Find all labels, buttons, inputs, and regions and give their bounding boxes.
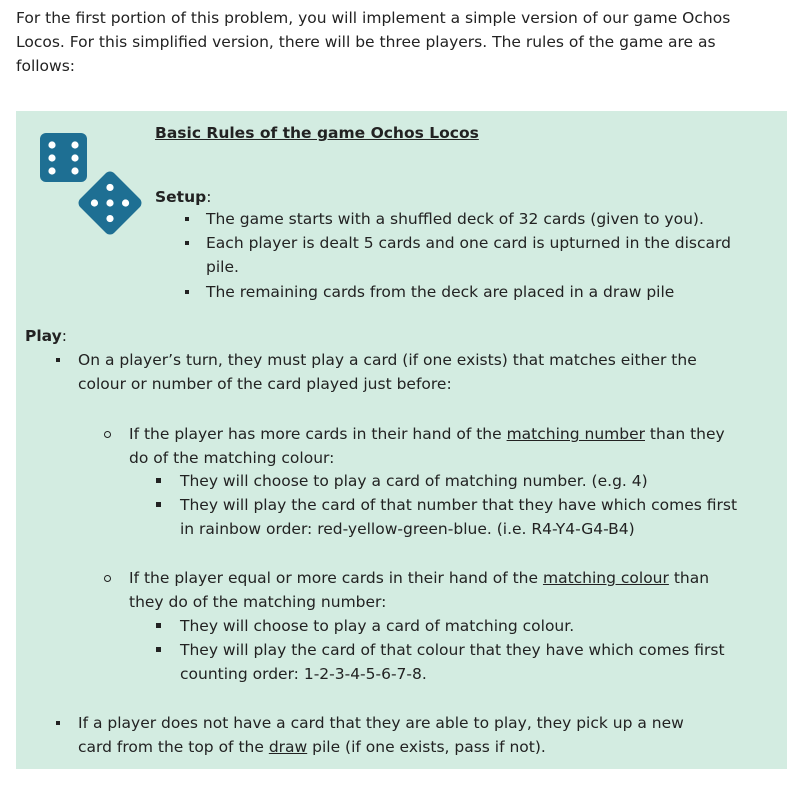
rules-title: Basic Rules of the game Ochos Locos — [155, 124, 479, 142]
case2-subitem-continuation: counting order: 1-2-3-4-5-6-7-8. — [180, 665, 427, 683]
intro-paragraph — [16, 6, 786, 78]
play-item-text: card from the top of the — [78, 738, 269, 756]
setup-heading: Setup: — [155, 188, 212, 206]
play-item: If a player does not have a card that they are able to play, they pick up a new — [78, 714, 684, 732]
setup-item: Each player is dealt 5 cards and one card is upturned in the discard — [206, 234, 731, 252]
intro-line: For the first portion of this problem, you will implement a simple version of our game Ochos — [16, 9, 731, 27]
play-item-text: pile (if one exists, pass if not). — [307, 738, 546, 756]
case2-text: If the player equal or more cards in their hand of the — [129, 569, 543, 587]
intro-line: Locos. For this simplified version, there will be three players. The rules of the game are as — [16, 33, 716, 51]
matching-colour-text: matching colour — [542, 569, 669, 587]
bullet-icon — [56, 358, 60, 362]
setup-item: The remaining cards from the deck are placed in a draw pile — [206, 283, 675, 301]
bullet-icon — [185, 241, 189, 245]
case1-subitem-continuation: in rainbow order: red-yellow-green-blue. (i.e. R4-Y4-G4-B4) — [180, 520, 635, 538]
play-heading: Play: — [25, 327, 67, 345]
setup-item: The game starts with a shuffled deck of 32 cards (given to you). — [206, 210, 704, 228]
circle-bullet-icon — [104, 575, 111, 582]
play-item: On a player’s turn, they must play a card (if one exists) that matches either the — [78, 351, 697, 369]
bullet-icon — [56, 721, 60, 725]
bullet-icon — [156, 623, 161, 628]
play-label: Play — [25, 327, 62, 345]
bullet-icon — [185, 217, 189, 221]
case2-line: they do of the matching number: — [129, 593, 387, 611]
case2-text: than — [668, 569, 710, 587]
bullet-icon — [156, 478, 161, 483]
dice-icon — [38, 131, 150, 241]
case2-subitem: They will play the card of that colour that they have which comes first — [180, 641, 725, 659]
draw-text: draw — [268, 738, 308, 756]
case1-text: than they — [645, 425, 725, 443]
case1-subitem: They will play the card of that number that they have which comes first — [180, 496, 738, 514]
play-item-continuation — [78, 735, 546, 759]
bullet-icon — [156, 502, 161, 507]
circle-bullet-icon — [104, 431, 111, 438]
case2-subitem: They will choose to play a card of matching colour. — [180, 617, 575, 635]
case1-text: If the player has more cards in their hand of the — [129, 425, 507, 443]
intro-line: follows: — [16, 57, 76, 75]
matching-number-text: matching number — [506, 425, 645, 443]
case1-line — [129, 422, 725, 446]
case1-subitem: They will choose to play a card of matching number. (e.g. 4) — [180, 472, 648, 490]
case1-line: do of the matching colour: — [129, 449, 335, 467]
rules-box — [16, 111, 787, 769]
play-item-continuation: colour or number of the card played just before: — [78, 375, 452, 393]
case2-line — [129, 566, 709, 590]
setup-label: Setup — [155, 188, 207, 206]
bullet-icon — [185, 290, 189, 294]
bullet-icon — [156, 647, 161, 652]
setup-item-continuation: pile. — [206, 258, 239, 276]
